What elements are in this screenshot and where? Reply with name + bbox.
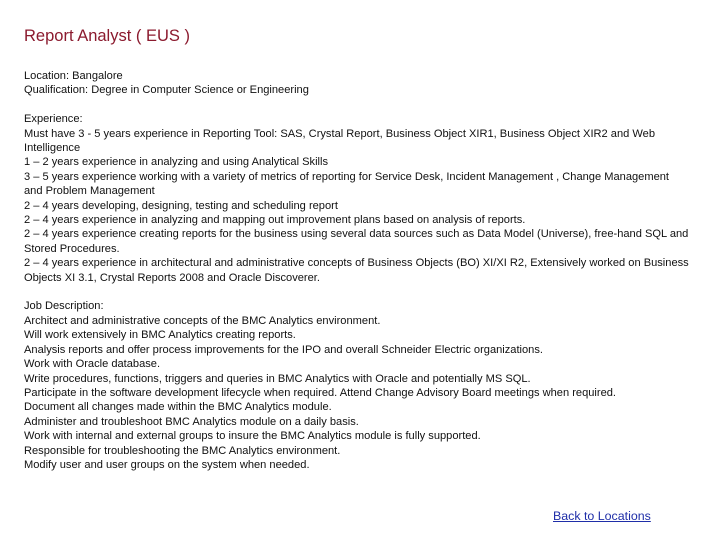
job-details — [24, 69, 690, 472]
job-description-item: Participate in the software development lifecycle when required. Attend Change Advisory Board meetings when required. — [24, 386, 617, 399]
page-title: Report Analyst ( EUS ) — [24, 27, 190, 45]
experience-item: 2 – 4 years experience in architectural and administrative concepts of Business Objects (BO) XI/XI R2, Extensively worked on Business Objects XI 3.1, Crystal Reports 2008 and Oracle Discoverer. — [24, 257, 689, 284]
job-description-section — [24, 299, 690, 472]
job-description-item: Work with Oracle database. — [24, 358, 161, 371]
experience-item: 2 – 4 years developing, designing, testing and scheduling report — [24, 199, 338, 212]
job-description-item: Write procedures, functions, triggers and queries in BMC Analytics with Oracle and potentially MS SQL. — [24, 372, 531, 385]
job-description-item: Work with internal and external groups to insure the BMC Analytics module is fully supported. — [24, 430, 481, 443]
job-description-item: Architect and administrative concepts of the BMC Analytics environment. — [24, 314, 381, 327]
job-description-item: Modify user and user groups on the system when needed. — [24, 458, 310, 471]
experience-item: 3 – 5 years experience working with a variety of metrics of reporting for Service Desk, Incident Management , Change Management and Problem Management — [24, 170, 669, 198]
experience-section — [24, 112, 690, 285]
section-spacer — [24, 285, 690, 299]
job-description-item: Administer and troubleshoot BMC Analytics module on a daily basis. — [24, 415, 359, 428]
experience-item: 1 – 2 years experience in analyzing and using Analytical Skills — [24, 156, 329, 169]
job-description-heading: Job Description: — [24, 300, 104, 313]
experience-item: 2 – 4 years experience in analyzing and mapping out improvement plans based on analysis of reports. — [24, 214, 526, 227]
location-text: Location: Bangalore — [24, 70, 123, 82]
job-description-item: Document all changes made within the BMC Analytics module. — [24, 401, 332, 414]
qualification-text: Qualification: Degree in Computer Science or Engineering — [24, 84, 309, 97]
job-description-item: Will work extensively in BMC Analytics creating reports. — [24, 329, 296, 342]
experience-item: 2 – 4 years experience creating reports for the business using several data sources such as Data Model (Universe), free-hand SQL and Stored Procedures. — [24, 228, 689, 255]
basic-info-section — [24, 69, 690, 98]
job-description-item: Analysis reports and offer process improvements for the IPO and overall Schneider Electric organizations. — [24, 343, 543, 356]
experience-item: Must have 3 - 5 years experience in Reporting Tool: SAS, Crystal Report, Business Object XIR1, Business Object XIR2 and Web Intelligence — [24, 127, 655, 155]
section-spacer — [24, 98, 690, 112]
back-to-locations-link[interactable]: Back to Locations — [553, 509, 651, 523]
job-description-item: Responsible for troubleshooting the BMC Analytics environment. — [24, 444, 341, 457]
experience-heading: Experience: — [24, 113, 83, 126]
